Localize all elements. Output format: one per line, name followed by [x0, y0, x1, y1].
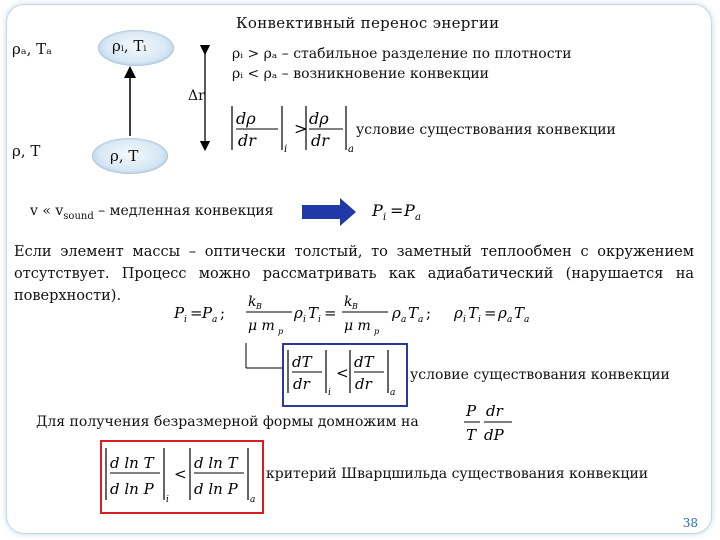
svg-text:T: T [468, 304, 479, 322]
svg-text:a: a [401, 315, 407, 325]
svg-text:i: i [478, 315, 481, 325]
svg-text:=: = [324, 304, 337, 322]
svg-text:i: i [284, 144, 288, 155]
svg-text:dT: dT [292, 353, 312, 371]
svg-text:dP: dP [484, 426, 504, 444]
slow-convection-tail: – медленная конвекция [93, 203, 274, 219]
slow-convection-v: v « v [30, 203, 64, 219]
schwarzschild-criterion: критерий Шварцшильда существования конвекции [266, 466, 649, 482]
svg-text:a: a [507, 315, 513, 325]
formula-ideal-gas [172, 290, 562, 342]
svg-text:k: k [344, 294, 353, 310]
formula-density-gradient [226, 98, 352, 160]
dimensionless-text: Для получения безразмерной формы домножим на [36, 414, 419, 430]
svg-text:dr: dr [486, 402, 503, 420]
svg-text:P: P [466, 402, 477, 420]
svg-text:a: a [415, 212, 421, 223]
svg-text:a: a [348, 144, 354, 155]
svg-text:T: T [408, 304, 419, 322]
svg-text:dr: dr [355, 375, 372, 393]
svg-text:T: T [514, 304, 525, 322]
label-rho-t-left: ρ, T [12, 142, 41, 160]
svg-text:p: p [374, 327, 380, 336]
label-rho-a-t-a: ρₐ, Tₐ [12, 40, 52, 58]
convection-condition-1: условие существования конвекции [356, 122, 616, 138]
page-number: 38 [682, 516, 698, 530]
svg-text:i: i [166, 495, 169, 505]
svg-text:>: > [294, 119, 308, 138]
svg-text:a: a [524, 315, 530, 325]
svg-text:i: i [303, 315, 306, 325]
svg-text:=: = [390, 201, 404, 220]
formula-temperature-gradient [284, 345, 404, 403]
svg-text:dT: dT [354, 353, 374, 371]
formula-multiplier [462, 398, 522, 448]
svg-text:μ m: μ m [248, 318, 275, 334]
convection-condition-2: условие существования конвекции [410, 367, 670, 383]
svg-text:a: a [390, 388, 396, 398]
svg-text:i: i [184, 315, 187, 325]
svg-text:μ m: μ m [344, 318, 371, 334]
svg-text:dr: dr [311, 131, 329, 150]
svg-text:p: p [278, 327, 284, 336]
svg-text:ρ: ρ [498, 304, 507, 322]
svg-text:ρ: ρ [454, 304, 463, 322]
svg-text:P: P [404, 201, 415, 220]
svg-text:a: a [418, 315, 424, 325]
svg-text:=: = [190, 304, 203, 322]
svg-text:P: P [174, 304, 185, 322]
svg-text:P: P [202, 304, 213, 322]
svg-text:dρ: dρ [236, 109, 256, 128]
svg-text:dr: dr [293, 375, 310, 393]
svg-text:i: i [328, 388, 331, 398]
cloud-bottom-label: ρ, T [110, 147, 139, 165]
svg-text:i: i [383, 212, 387, 223]
svg-text:T: T [308, 304, 319, 322]
slow-convection-arrow [302, 198, 356, 226]
svg-text:<: < [336, 364, 349, 382]
adiabatic-paragraph: Если элемент массы – оптически толстый, то заметный теплообмен с окружением отсутствует. Процесс можно рассматривать как адиабатический (нарушается на поверхности). [14, 244, 694, 304]
slow-convection-sub: sound [63, 210, 94, 222]
svg-text:;: ; [220, 304, 226, 322]
svg-text:;: ; [426, 304, 432, 322]
svg-text:a: a [250, 495, 256, 505]
slow-convection-text [30, 203, 274, 222]
svg-text:dρ: dρ [309, 109, 329, 128]
svg-text:B: B [352, 302, 358, 311]
svg-text:k: k [248, 294, 257, 310]
slide-title: Конвективный перенос энергии [236, 14, 500, 32]
convection-line: ρᵢ < ρₐ – возникновение конвекции [232, 66, 489, 82]
svg-text:<: < [174, 465, 187, 483]
label-delta-r: Δr [188, 88, 205, 104]
svg-text:B: B [256, 302, 262, 311]
svg-text:d ln T: d ln T [194, 454, 238, 472]
formula-schwarzschild [102, 442, 262, 510]
svg-text:i: i [463, 315, 466, 325]
cloud-top-label: ρᵢ, Tᵢ [112, 37, 147, 55]
formula-pressure-equal [370, 198, 430, 226]
svg-text:dr: dr [238, 131, 256, 150]
svg-text:ρ: ρ [392, 304, 401, 322]
svg-text:d ln T: d ln T [110, 454, 154, 472]
svg-text:d ln P: d ln P [194, 480, 238, 498]
svg-text:P: P [372, 201, 383, 220]
svg-text:ρ: ρ [294, 304, 303, 322]
svg-text:d ln P: d ln P [110, 480, 154, 498]
stable-line: ρᵢ > ρₐ – стабильное разделение по плотности [232, 46, 572, 62]
svg-text:i: i [318, 315, 321, 325]
svg-text:T: T [466, 426, 477, 444]
svg-text:=: = [484, 304, 497, 322]
svg-text:a: a [212, 315, 218, 325]
